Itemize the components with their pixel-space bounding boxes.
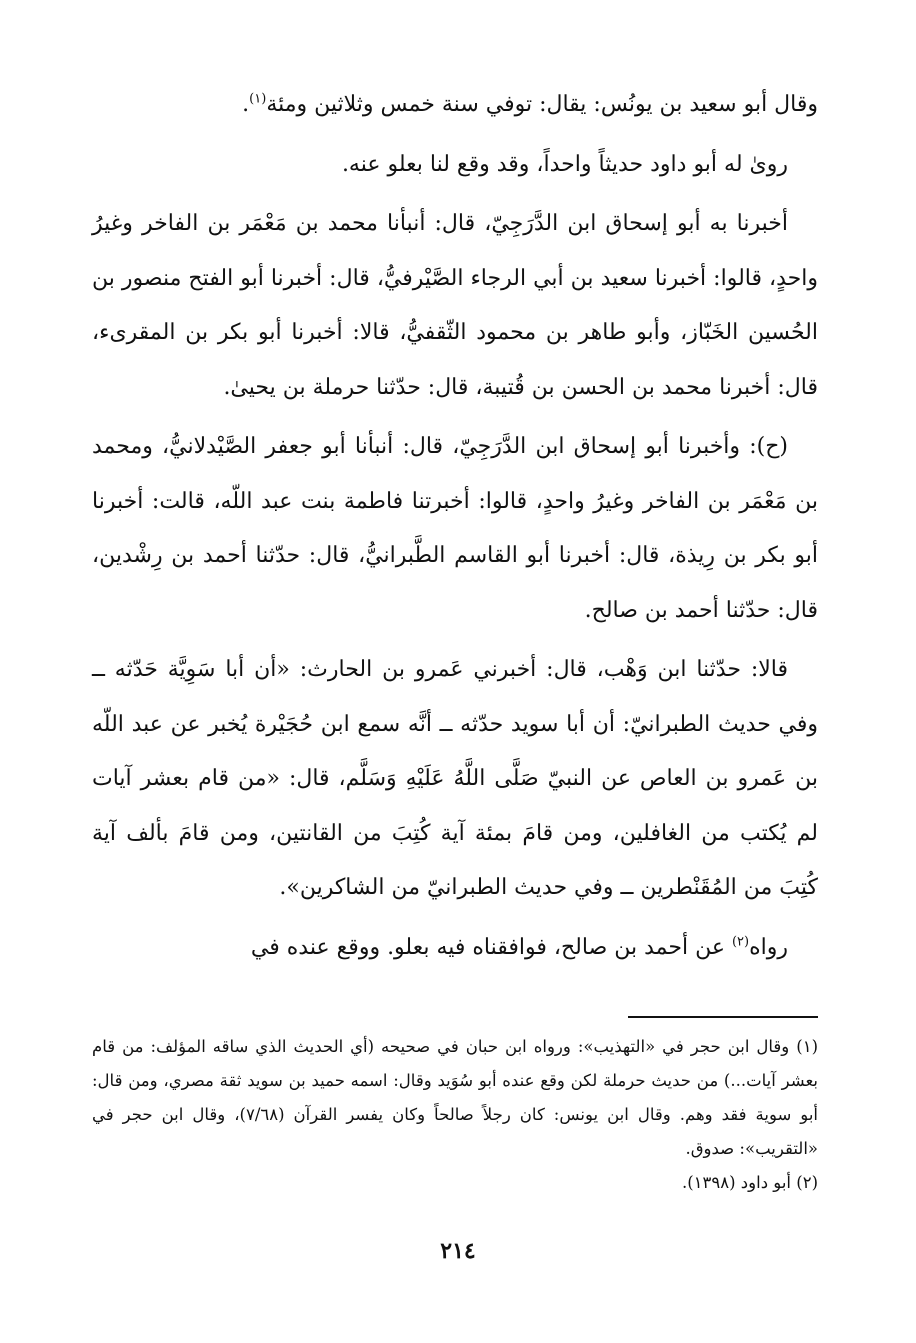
footnote-separator	[628, 1016, 818, 1018]
paragraph-3: أخبرنا به أبو إسحاق ابن الدَّرَجِيّ، قال: أنبأنا محمد بن مَعْمَر بن الفاخر وغيرُ واحدٍ، قالوا: أخبرنا سعيد بن أبي الرجاء الصَّيْرفيُّ، قال: أخبرنا أبو الفتح منصور بن الحُسين الخَبّاز، وأبو طاهر بن محمود الثّقفيُّ، قالا: أخبرنا أبو بكر بن المقرىء، قال: أخبرنا محمد بن الحسن بن قُتيبة، قال: حدّثنا حرملة بن يحيىٰ.	[92, 211, 818, 400]
paragraph-6: رواه$^{(٢)}$ عن أحمد بن صالح، فوافقناه فيه بعلو. ووقع عنده في	[250, 934, 788, 960]
page-body	[92, 78, 818, 1192]
paragraph-1: وقال أبو سعيد بن يونُس: يقال: توفي سنة خمس وثلاثين ومئة$^{(١)}$.	[242, 91, 818, 117]
footnote-ref-1[interactable]: (١)	[249, 91, 267, 107]
footnote-1: (١) وقال ابن حجر في «التهذيب»: ورواه ابن حبان في صحيحه (أي الحديث الذي ساقه المؤلف: من قام بعشر آيات...) من حديث حرملة لكن وقع عنده أبو سُوَيد وقال: اسمه حميد بن سويد ثقة مصري، ومن قال: أبو سوية فقد وهم. وقال ابن يونس: كان رجلاً صالحاً وكان يفسر القرآن (٧/٦٨)، وقال ابن حجر في «التقريب»: صدوق.	[92, 1037, 818, 1158]
page-number: ٢١٤	[440, 1238, 476, 1264]
paragraph-5: قالا: حدّثنا ابن وَهْب، قال: أخبرني عَمرو بن الحارث: «أن أبا سَوِيَّة حَدّثه ــ وفي حديث الطبرانيّ: أن أبا سويد حدّثه ــ أنَّه سمع ابن حُجَيْرة يُخبر عن عبد اللّه بن عَمرو بن العاص عن النبيّ صَلَّى اللَّهُ عَلَيْهِ وَسَلَّم، قال: «من قام بعشر آيات لم يُكتب من الغافلين، ومن قامَ بمئة آية كُتِبَ من القانتين، ومن قامَ بألف آية كُتِبَ من المُقَنْطرين ــ وفي حديث الطبرانيّ من الشاكرين».	[92, 657, 818, 900]
paragraph-4: (ح): وأخبرنا أبو إسحاق ابن الدَّرَجِيّ، قال: أنبأنا أبو جعفر الصَّيْدلانيُّ، ومحمد بن مَعْمَر بن الفاخر وغيرُ واحدٍ، قالوا: أخبرتنا فاطمة بنت عبد اللّه، قالت: أخبرنا أبو بكر بن رِيذة، قال: أخبرنا أبو القاسم الطَّبرانيُّ، قال: حدّثنا أحمد بن رِشْدين، قال: حدّثنا أحمد بن صالح.	[92, 434, 818, 623]
paragraph-2: روىٰ له أبو داود حديثاً واحداً، وقد وقع لنا بعلو عنه.	[341, 151, 788, 177]
footnote-ref-2[interactable]: (٢)	[731, 934, 750, 950]
footnotes	[92, 1030, 818, 1200]
footnote-2: (٢) أبو داود (١٣٩٨).	[681, 1173, 818, 1192]
